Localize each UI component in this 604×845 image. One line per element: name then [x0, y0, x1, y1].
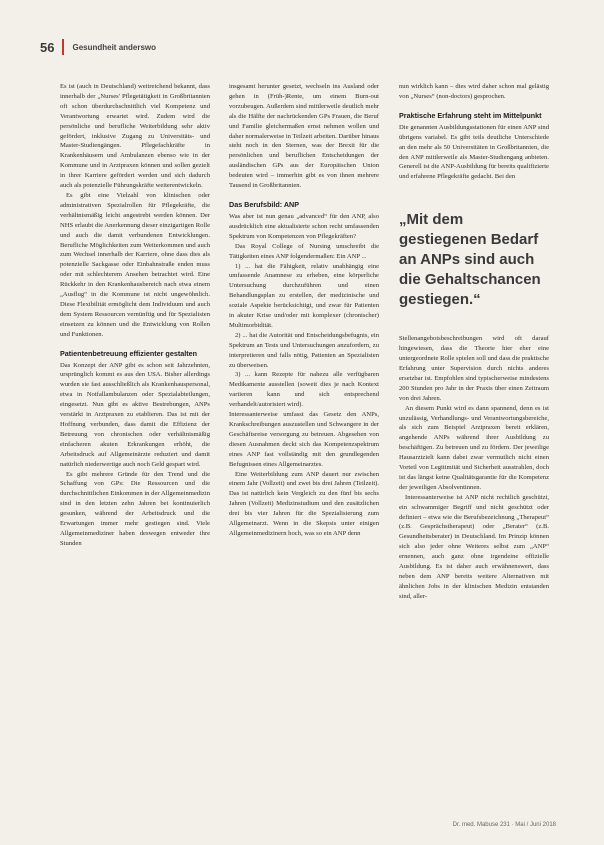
paragraph: Es ist (auch in Deutschland) weitreichend bekannt, dass innerhalb der „Nurses' Pflegetätigkeit in Großbritannien oft schon überdurchschnittlich viel Kompetenz und Verantwortung erwartet wird. Zudem wird die persönliche und berufliche Weiterbildung sehr aktiv gefördert, inklusive Zugang zu Universitäts- und Master-Studiengängen. Pflegefachkräfte in Krankenhäusern und Ambulanzen ebenso wie in der Kommune und in Arztpraxen können und sollen gezielt in ihrer Karriere gefördert werden und sich dadurch auch als potenzielle Führungskräfte weiterentwickeln.: [60, 83, 210, 190]
paragraph: insgesamt herunter gesetzt, wechseln ins Ausland oder gehen in (Früh-)Rente, um einem Burn-out vorzubeugen. Außerdem sind mittlerweile deutlich mehr als die Hälfte der nachrückenden GPs Frauen, die Beruf und Familie gleichermaßen ernst nehmen wollen und daher normalerweise in Teilzeit arbeiten. Darüber hinaus steht noch in den Sternen, was der Brexit für die persönlichen und beruflichen Entscheidungen der ausländischen GPs aus der Europäischen Union bedeuten wird – immerhin gibt es von ihnen mehrere Tausend in Großbritannien.: [229, 83, 379, 190]
section-title: Gesundheit anderswo: [72, 42, 157, 52]
paragraph: Interessanterweise umfasst das Gesetz den ANPs, Krankschreibungen auszustellen und Schwangere in der Geschäftsreise versorgung zu betreuen. Abgesehen von diesen Ausnahmen deckt sich das Kompetenzspektrum eines ANP fast vollständig mit den grundlegenden Befugnissen eines Allgemeinarztes.: [229, 411, 379, 468]
paragraph: Eine Weiterbildung zum ANP dauert nur zwischen einem Jahr (Vollzeit) und zwei bis drei Jahren (Teilzeit). Das ist natürlich kein Vergleich zu den fünf bis sechs Jahren (Vollzeit) Medizinstudium und den zusätzlichen drei bis vier Jahren für die Spezialisierung zum Allgemeinarzt. Wenn in die Skepsis unter einigen Allgemeinmedizinern hoch, was so ein ANP denn: [229, 470, 379, 537]
paragraph: Das Royal College of Nursing umschreibt die Tätigkeiten eines ANP folgendermaßen: Ein ANP ...: [229, 242, 379, 260]
paragraph: Die genannten Ausbildungsstationen für einen ANP sind übrigens variabel. Es gibt teils deutliche Unterschiede an den mehr als 50 Universitäten in Großbritannien, die den ANP mittlerweile als Master-Studiengang anbieten. Generell ist die ANP-Ausbildung für bereits qualifizierte und erfahrene Pflegekräfte gedacht. Bei den: [399, 123, 549, 181]
paragraph: Es gibt eine Vielzahl von klinischen oder administrativen Spezialrollen für Pflegekräfte, die verhältnismäßig leicht angestrebt werden können. Der NHS erlaubt die Anerkennung dieser einzigartigen Rolle und auch die damit verbundenen Entwicklungen. Berufliche Möglichkeiten zum Weiterkommen und auch zum Wechsel innerhalb der Karriere, ohne dass dies als potenzielle Sackgasse oder Einbahnstraße enden muss oder mit schlechterem Ansehen betrachtet wird. Eine Rückkehr in den Krankenhausbereich nach etwa einem „Ausflug“ in die Kommune ist nicht ungewöhnlich. Diese Flexibilität ermöglicht dem Individuum und auch dem System Ressourcen vernünftig und für Spezialisten einsetzen zu können und die Entwicklung von Rollen und Funktionen.: [60, 191, 210, 338]
competency-list: [229, 262, 379, 411]
list-item: 1) ... hat die Fähigkeit, relativ unabhängig eine umfassende Anamnese zu erheben, eine körperliche Untersuchung durchzuführen und einen Behandlungsplan zu erstellen, der medizinische und soziale Aspekte berücksichtigt, und zwar für Patienten in akuter Krise und/oder mit komplexer (chronischer) Multimorbidität.: [229, 262, 379, 329]
paragraph: Interessanterweise ist ANP nicht rechtlich geschützt, ein schwammiger Begriff und nicht geschützt oder definiert – etwa wie die Berufsbezeichnung „Therapeut“ (z.B. Gesprächstherapeut) oder „Berater“ (z.B. Gesundheitsberater) in Deutschland. Im Prinzip können sich also jeder ohne Weiteres selbst zum „ANP“ ernennen, auch ganz ohne irgendeine offizielle Ausbildung. Es ist daher auch erwähnenswert, dass neben dem ANP bereits weitere Alternativen mit ähnlichen Jobs in der klinischen Medizin entstanden sind, aller-: [399, 493, 549, 600]
paragraph: Was aber ist nun genau „advanced“ für den ANP, also ausdrücklich eine aktualisierte schon recht umfassenden Spektrum von Kompetenzen von Pflegekräften?: [229, 212, 379, 240]
header-divider: [62, 39, 64, 55]
page-header: [40, 36, 156, 58]
paragraph: nun wirklich kann – dies wird daher schon mal gelästig von „Nurses“ (non-doctors) gesprochen.: [399, 83, 549, 100]
text-column-2: [229, 82, 379, 539]
paragraph: Das Konzept der ANP gibt es schon seit Jahrzehnten, ursprünglich kommt es aus den USA. Bisher allerdings wurden sie fast ausschließlich als Krankenhauspersonal, etwa in Notfallambulanzen oder Spezialabteilungen, eingesetzt. Nun gibt es aktive Bestrebungen, ANPs verstärkt in Arztpraxen zu etablieren. Das ist mit der Hoffnung verbunden, dass damit die Effizienz der Betreuung von chronischen oder verhältnismäßig einfacheren akuten Erkrankungen erhöht, die Arbeitsdruck auf Allgemeinärzte reduziert und damit natürlich niederwertige auch noch Geld gespart wird.: [60, 361, 210, 468]
text-column-3: [399, 82, 549, 602]
subheading: Praktische Erfahrung steht im Mittelpunkt: [399, 110, 542, 120]
list-item: 3) ... kann Rezepte für nahezu alle verfügbaren Medikamente ausstellen (soweit dies je nach Kontext variieren kann und sich entsprechend verhandelt/autorisiert wird).: [229, 371, 379, 409]
subheading: Patientenbetreuung effizienter gestalten: [60, 348, 197, 358]
list-item: 2) ... hat die Autorität und Entscheidungsbefugnis, ein Spektrum an Tests und Untersuchungen anzufordern, zu interpretieren und falls nötig, Patienten an Spezialisten zu überweisen.: [229, 331, 379, 369]
pull-quote: „Mit dem gestiegenen Bedarf an ANPs sind auch die Gehaltschancen gestiegen.“: [399, 211, 541, 309]
page-footer: Dr. med. Mabuse 231 · Mai / Juni 2018: [452, 822, 556, 828]
text-column-1: [60, 82, 210, 549]
paragraph: Es gibt mehrere Gründe für den Trend und die Schaffung von GPs: Die Ressourcen und die durchschnittlichen Einkommen in der Allgemeinmedizin sind in den letzten zehn Jahren bei kontinuierlich gesunken, während der Arbeitsdruck und die Erwartungen immer mehr gestiegen sind. Viele Allgemeinmediziner haben deswegen entweder ihre Stunden: [60, 470, 210, 547]
page-number: 56: [40, 39, 55, 55]
paragraph: Stellenangebotsbeschreibungen wird oft darauf hingewiesen, dass die Theorie hier eher eine untergeordnete Rolle spielen soll und dass die praktische Erfahrung unter Supervision durch nichts anderes ersetzbar ist. Empfohlen sind typischerweise mindestens 200 Stunden pro Jahr in der Praxis über einen Zeitraum von drei Jahren.: [399, 335, 549, 402]
paragraph: An diesem Punkt wird es dann spannend, denn es ist unzulässig, Verhandlungs- und Verantwortungsbereiche, als sich zum Beispiel Arztpraxen bereit erklären, angehende ANPs während ihrer Ausbildung zu beschäftigen. Zu betreuen und zu fördern. Der jeweilige Hausarztzielt kann dabei zwar vermutlich nicht einen Vorteil von Legitimität und Sicherheit ausstrahlen, doch ist das längst keine Qualitätsgarantie für die Kompetenz der jeweiligen Absolventinnen.: [399, 404, 549, 491]
subheading: Das Berufsbild: ANP: [229, 199, 300, 209]
